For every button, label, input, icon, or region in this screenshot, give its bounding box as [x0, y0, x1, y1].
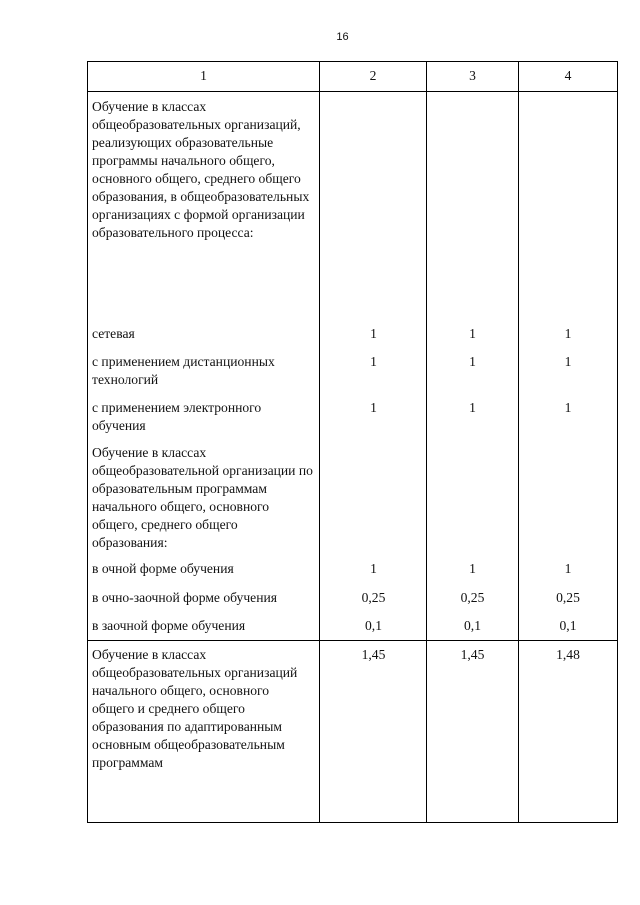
row-value: 0,1: [365, 618, 382, 633]
row-value: 1: [564, 400, 572, 415]
row-label: в заочной форме обучения: [92, 618, 246, 633]
table-col-divider: [319, 61, 320, 823]
row-value: 1: [370, 326, 377, 341]
table-col-divider: [518, 61, 519, 823]
row-value: 0,25: [460, 590, 485, 605]
row-value: 1: [564, 561, 572, 576]
row-value: 1: [469, 561, 476, 576]
row-label: с применением электронного обучения: [92, 400, 262, 433]
block2-label: Обучение в классах общеобразовательных организаций начального общего, основного общего и среднего общего образования по адаптированным основным общеобразовательным программам: [92, 647, 298, 770]
table-border-bottom: [87, 822, 618, 823]
block2-value: 1,45: [460, 647, 485, 662]
table-border-left: [87, 61, 88, 823]
block2-value: 1,48: [556, 647, 580, 662]
row-value: 1: [564, 354, 572, 369]
table-row-divider: [87, 640, 618, 641]
row-label: с применением дистанционных технологий: [92, 354, 275, 387]
table-border-right: [617, 61, 618, 823]
row-value: 1: [370, 354, 377, 369]
row-value: 1: [469, 400, 476, 415]
row-value: 0,25: [556, 590, 580, 605]
page-number: 16: [336, 31, 349, 43]
table-header-divider: [87, 91, 618, 92]
row-label: сетевая: [92, 326, 135, 341]
block1-title: Обучение в классах общеобразовательных организаций, реализующих образовательные программы начального общего, основного общего, среднего общего образования, в общеобразовательных организациях с формой организации образовательного процесса:: [92, 99, 310, 240]
table-col-divider: [426, 61, 427, 823]
row-label: в очной форме обучения: [92, 561, 234, 576]
row-value: 0,1: [464, 618, 481, 633]
row-value: 0,25: [361, 590, 386, 605]
header-col-4: 4: [564, 68, 572, 83]
header-col-2: 2: [369, 68, 377, 83]
row-value: 1: [370, 400, 377, 415]
table-border-top: [87, 61, 618, 62]
header-col-3: 3: [469, 68, 476, 83]
header-col-1: 1: [200, 68, 207, 83]
row-value: 1: [564, 326, 572, 341]
row-value: 1: [469, 326, 476, 341]
block1-subtitle: Обучение в классах общеобразовательной организации по образовательным программам начального общего, основного общего, среднего общего образования:: [92, 445, 313, 550]
row-value: 0,1: [559, 618, 577, 633]
block2-value: 1,45: [361, 647, 386, 662]
row-value: 1: [370, 561, 377, 576]
row-value: 1: [469, 354, 476, 369]
row-label: в очно-заочной форме обучения: [92, 590, 278, 605]
